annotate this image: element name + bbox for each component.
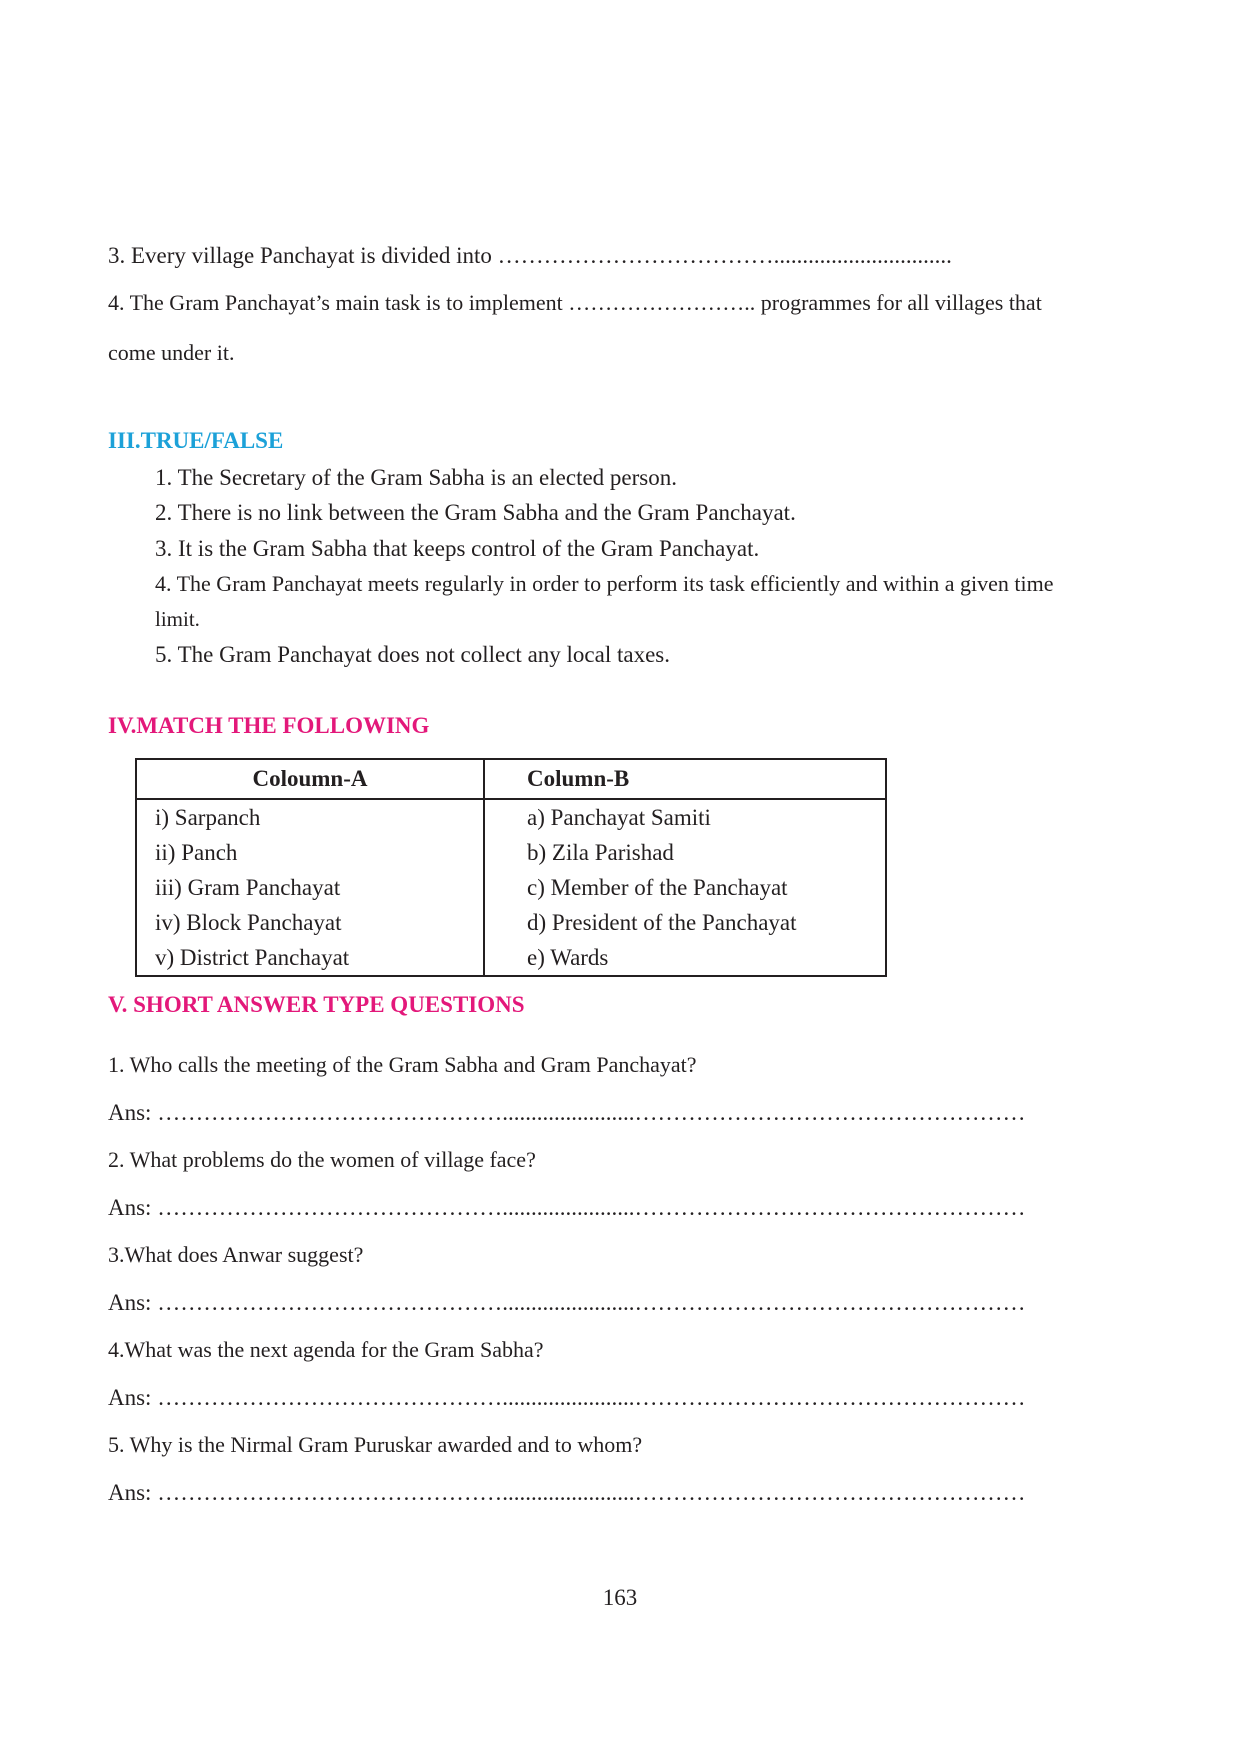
table-row bbox=[136, 799, 886, 835]
answer-line-3[interactable]: Ans: ……………………………………….......................…………………………………………… bbox=[108, 1290, 1026, 1315]
true-false-heading: III.TRUE/FALSE bbox=[108, 428, 284, 453]
page-number: 163 bbox=[602, 1585, 638, 1610]
column-b-header: Column-B bbox=[484, 759, 886, 799]
table-row bbox=[136, 905, 886, 940]
column-a-cell: iv) Block Panchayat bbox=[136, 905, 484, 940]
true-false-item-5: 5. The Gram Panchayat does not collect any local taxes. bbox=[155, 642, 670, 667]
column-a-cell: v) District Panchayat bbox=[136, 940, 484, 976]
true-false-item-2: 2. There is no link between the Gram Sabha and the Gram Panchayat. bbox=[155, 500, 796, 525]
answer-line-5[interactable]: Ans: ……………………………………….......................…………………………………………… bbox=[108, 1480, 1026, 1505]
short-answer-question-1: 1. Who calls the meeting of the Gram Sabha and Gram Panchayat? bbox=[108, 1052, 697, 1077]
column-b-cell: d) President of the Panchayat bbox=[527, 910, 797, 935]
true-false-item-4-continuation: limit. bbox=[155, 607, 200, 631]
true-false-item-4: 4. The Gram Panchayat meets regularly in order to perform its task efficiently and within a given time bbox=[155, 571, 1054, 596]
answer-line-2[interactable]: Ans: ……………………………………….......................…………………………………………… bbox=[108, 1195, 1026, 1220]
short-answer-question-4: 4.What was the next agenda for the Gram Sabha? bbox=[108, 1337, 544, 1362]
match-table-header-row bbox=[136, 759, 886, 799]
column-b-cell: c) Member of the Panchayat bbox=[527, 875, 788, 900]
table-row bbox=[136, 870, 886, 905]
short-answer-question-2: 2. What problems do the women of village face? bbox=[108, 1147, 536, 1172]
column-a-cell: iii) Gram Panchayat bbox=[136, 870, 484, 905]
fill-blank-question-3: 3. Every village Panchayat is divided into ………………………………............................... bbox=[108, 243, 952, 268]
answer-line-1[interactable]: Ans: ……………………………………….......................…………………………………………… bbox=[108, 1100, 1026, 1125]
short-answer-question-5: 5. Why is the Nirmal Gram Puruskar awarded and to whom? bbox=[108, 1432, 643, 1457]
short-answer-question-3: 3.What does Anwar suggest? bbox=[108, 1242, 364, 1267]
table-row bbox=[136, 940, 886, 976]
column-a-header: Coloumn-A bbox=[136, 759, 484, 799]
column-a-cell: ii) Panch bbox=[136, 835, 484, 870]
column-a-cell: i) Sarpanch bbox=[136, 799, 484, 835]
column-b-cell: a) Panchayat Samiti bbox=[527, 805, 711, 830]
fill-blank-question-4: 4. The Gram Panchayat’s main task is to implement …………………….. programmes for all villages that bbox=[108, 290, 1042, 315]
table-row bbox=[136, 835, 886, 870]
true-false-item-1: 1. The Secretary of the Gram Sabha is an elected person. bbox=[155, 465, 677, 490]
match-table bbox=[135, 758, 887, 977]
column-b-cell: b) Zila Parishad bbox=[527, 840, 674, 865]
column-b-cell: e) Wards bbox=[527, 945, 609, 970]
true-false-item-3: 3. It is the Gram Sabha that keeps control of the Gram Panchayat. bbox=[155, 536, 760, 561]
short-answer-heading: V. SHORT ANSWER TYPE QUESTIONS bbox=[108, 992, 525, 1017]
fill-blank-question-4-continuation: come under it. bbox=[108, 340, 235, 365]
answer-line-4[interactable]: Ans: ……………………………………….......................…………………………………………… bbox=[108, 1385, 1026, 1410]
match-heading: IV.MATCH THE FOLLOWING bbox=[108, 713, 430, 738]
